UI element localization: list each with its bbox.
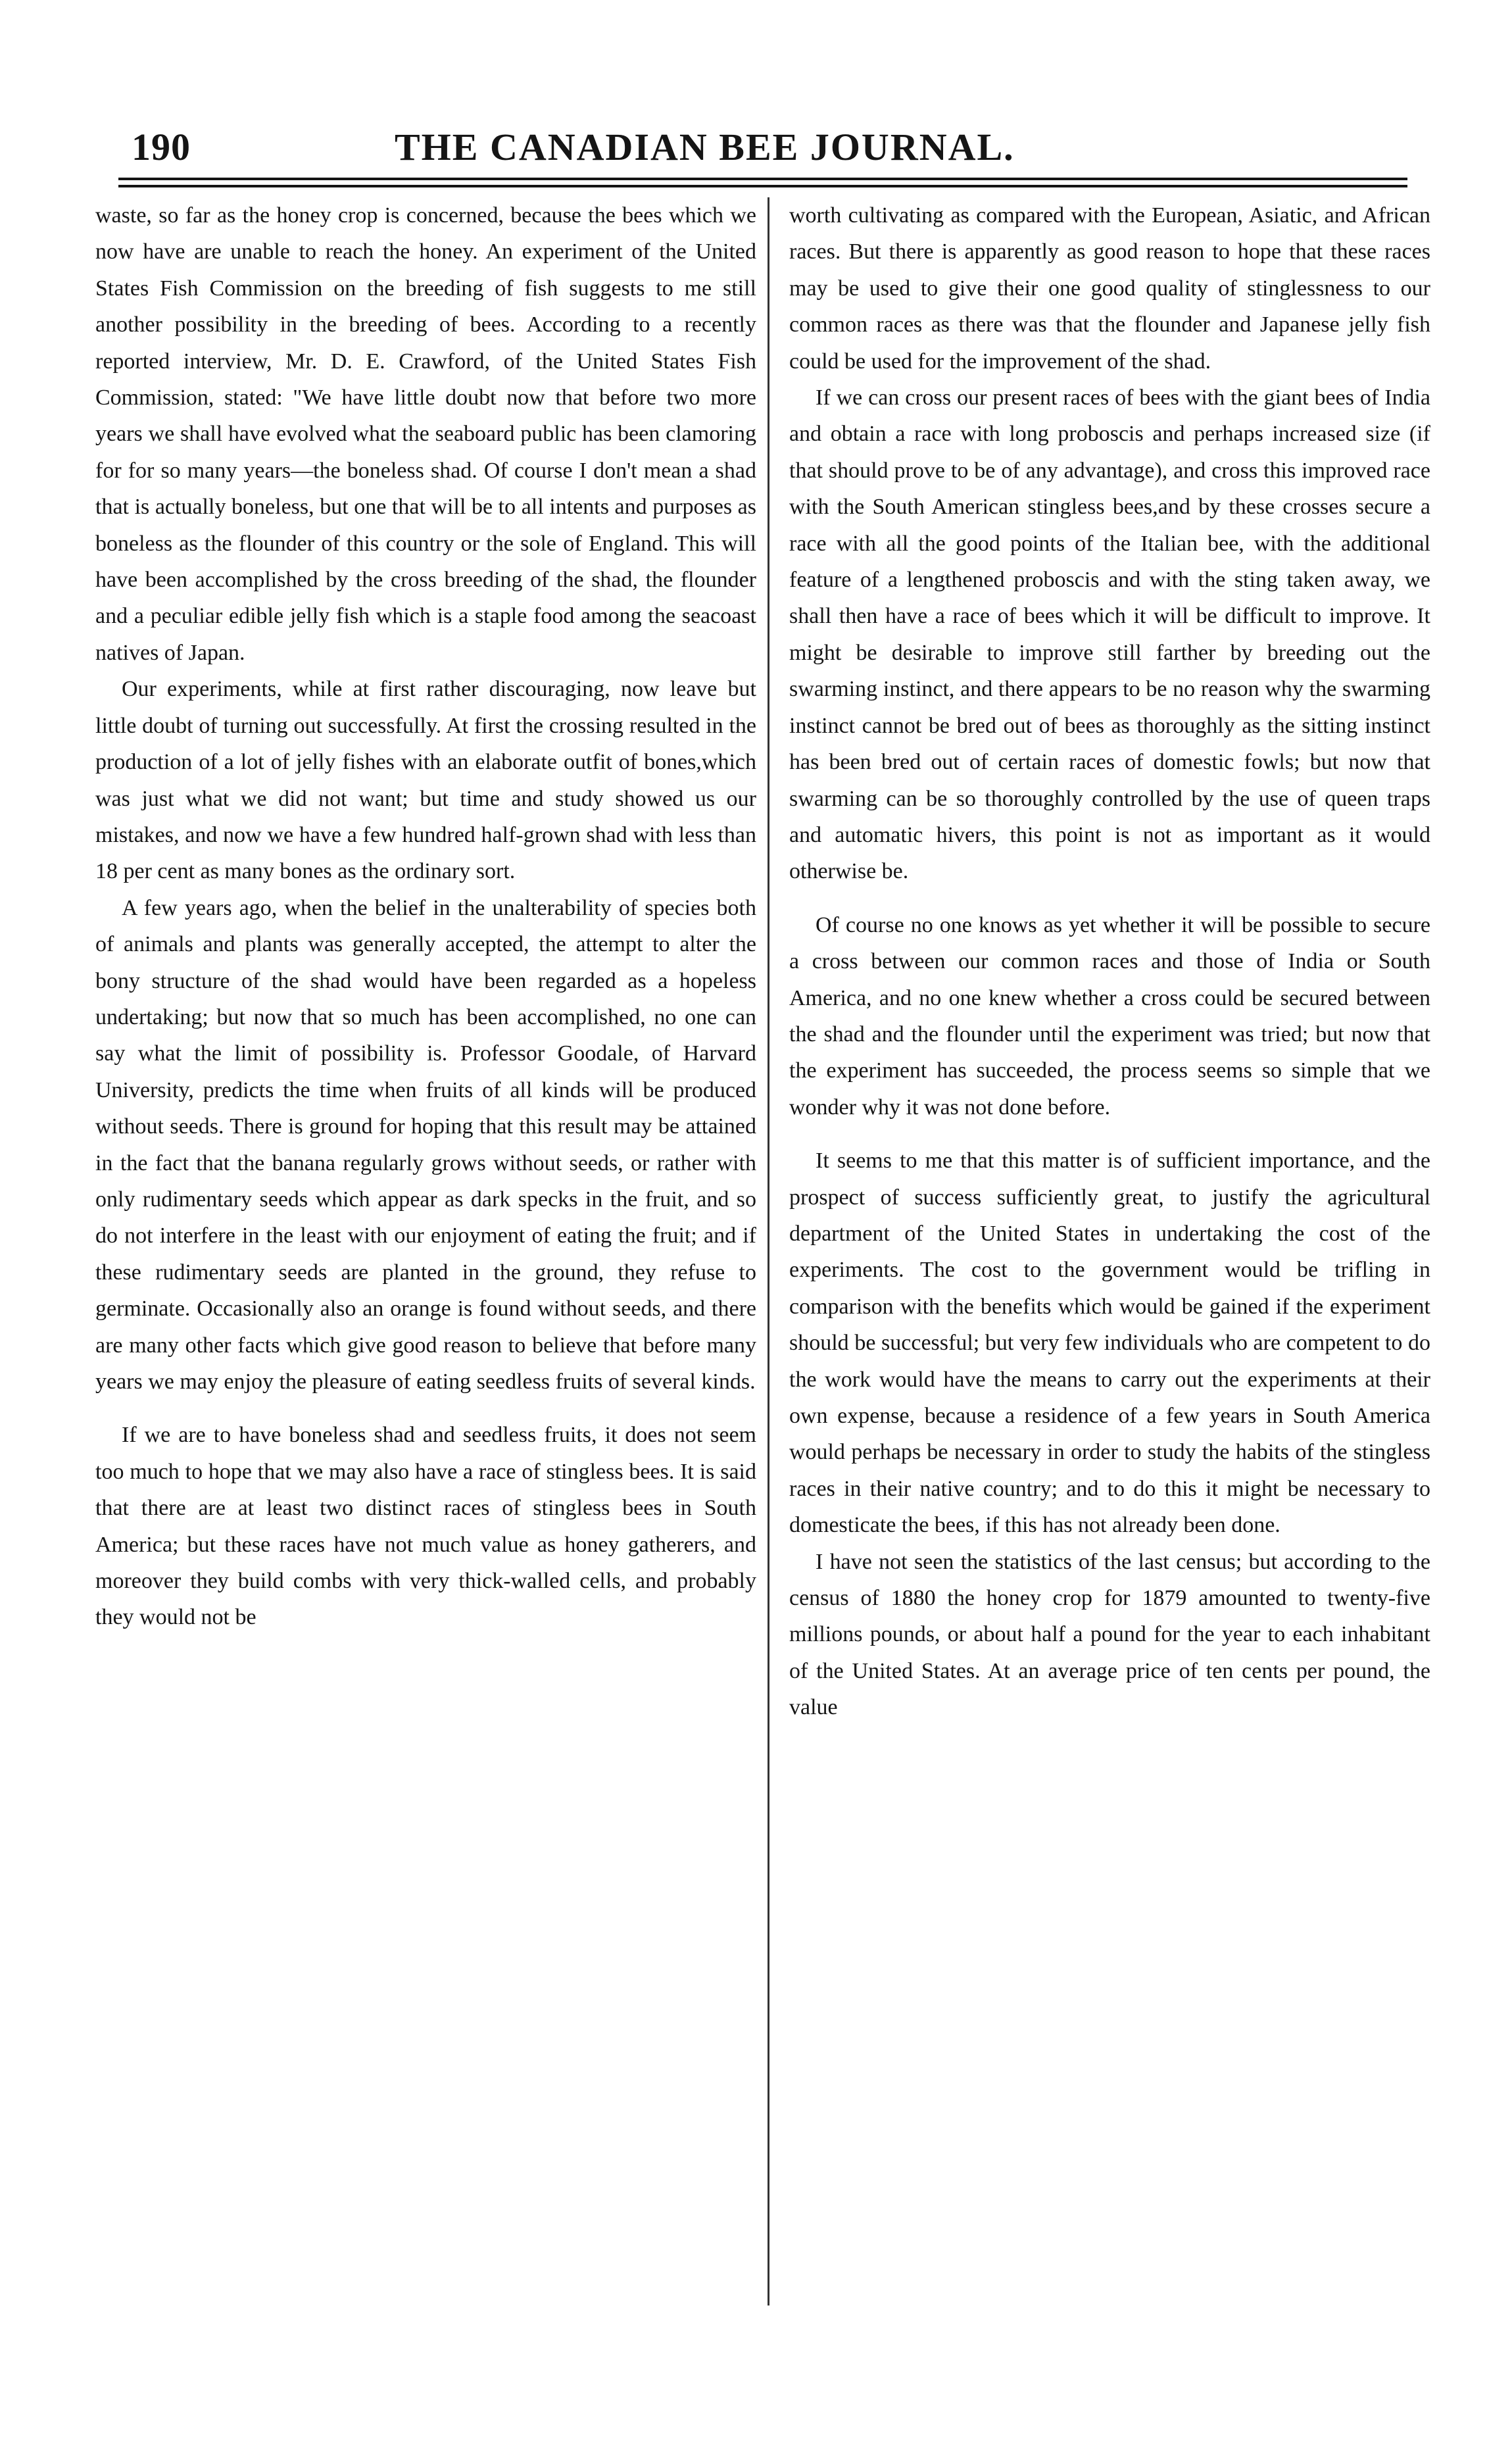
paragraph: It seems to me that this matter is of sufficient importance, and the prospect of success sufficiently great, to justify the agricultural department of the United States in undertaking the cost of the experiments. The cost to the government would be trifling in comparison with the benefits which would be gained if the experiment should be successful; but very few individuals who are competent to do the work would have the means to carry out the experiments at their own expense, because a residence of a few years in South America would perhaps be necessary in order to study the habits of the stingless races in their native country; and to do this it might be necessary to domesticate the bees, if this has not already been done.	[789, 1148, 1430, 1538]
left-column	[95, 197, 756, 1636]
paragraph: If we can cross our present races of bees with the giant bees of India and obtain a race with long proboscis and perhaps increased size (if that should prove to be of any advantage), and cross this improved race with the South American stingless bees,and by these crosses secure a race with all the good points of the Italian bee, with the additional feature of a lengthened proboscis and with the sting taken away, we shall then have a race of bees which it will be difficult to improve. It might be desirable to improve still farther by breeding out the swarming instinct, and there appears to be no reason why the swarming instinct cannot be bred out of bees as thoroughly as the sitting instinct has been bred out of certain races of domestic fowls; but now that swarming can be so thoroughly controlled by the use of queen traps and automatic hivers, this point is not as important as it would otherwise be.	[789, 385, 1430, 884]
right-column	[763, 197, 1430, 1726]
paragraph: I have not seen the statistics of the last census; but according to the census of 1880 the honey crop for 1879 amounted to twenty-five millions pounds, or about half a pound for the year to each inhabitant of the United States. At an average price of ten cents per pound, the value	[789, 1549, 1430, 1720]
page-number: 190	[132, 126, 191, 168]
paragraph: Our experiments, while at first rather discouraging, now leave but little doubt of turning out successfully. At first the crossing resulted in the production of a lot of jelly fishes with an elaborate outfit of bones,which was just what we did not want; but time and study showed us our mistakes, and now we have a few hundred half-grown shad with less than 18 per cent as many bones as the ordinary sort.	[95, 677, 756, 884]
paragraph: A few years ago, when the belief in the unalterability of species both of animals and plants was generally accepted, the attempt to alter the bony structure of the shad would have been regarded as a hopeless undertaking; but now that so much has been accomplished, no one can say what the limit of possibility is. Professor Goodale, of Harvard University, predicts the time when fruits of all kinds will be produced without seeds. There is ground for hoping that this result may be attained in the fact that the banana regularly grows without seeds, or rather with only rudimentary seeds which appear as dark specks in the fruit, and so do not interfere in the least with our enjoyment of eating the fruit; and if these rudimentary seeds are planted in the ground, they refuse to germinate. Occasionally also an orange is found without seeds, and there are many other facts which give good reason to believe that before many years we may enjoy the pleasure of eating seedless fruits of several kinds.	[95, 895, 756, 1394]
paragraph: If we are to have boneless shad and seedless fruits, it does not seem too much to hope that we may also have a race of stingless bees. It is said that there are at least two distinct races of stingless bees in South America; but these races have not much value as honey gatherers, and moreover they build combs with very thick-walled cells, and probably they would not be	[95, 1423, 756, 1630]
paragraph: Of course no one knows as yet whether it will be possible to secure a cross between our common races and those of India or South America, and no one knew whether a cross could be secured between the shad and the flounder until the experiment was tried; but now that the experiment has succeeded, the process seems so simple that we wonder why it was not done before.	[789, 912, 1430, 1120]
page-header	[118, 125, 1421, 171]
journal-title: THE CANADIAN BEE JOURNAL.	[395, 126, 1015, 168]
paragraph: worth cultivating as compared with the European, Asiatic, and African races. But there is apparently as good reason to hope that these races may be used to give their one good quality of stinglessness to our common races as there was that the flounder and Japanese jelly fish could be used for the improvement of the shad.	[789, 203, 1430, 374]
paragraph: waste, so far as the honey crop is concerned, because the bees which we now have are unable to reach the honey. An experiment of the United States Fish Commission on the breeding of fish suggests to me still another possibility in the breeding of bees. According to a recently reported interview, Mr. D. E. Crawford, of the United States Fish Commission, stated: "We have little doubt now that before two more years we shall have evolved what the seaboard public has been clamoring for for so many years—the boneless shad. Of course I don't mean a shad that is actually boneless, but one that will be to all intents and purposes as boneless as the flounder of this country or the sole of England. This will have been accomplished by the cross breeding of the shad, the flounder and a peculiar edible jelly fish which is a staple food among the seacoast natives of Japan.	[95, 203, 756, 665]
header-rule-top	[118, 178, 1407, 180]
header-rule-bottom	[118, 185, 1407, 187]
